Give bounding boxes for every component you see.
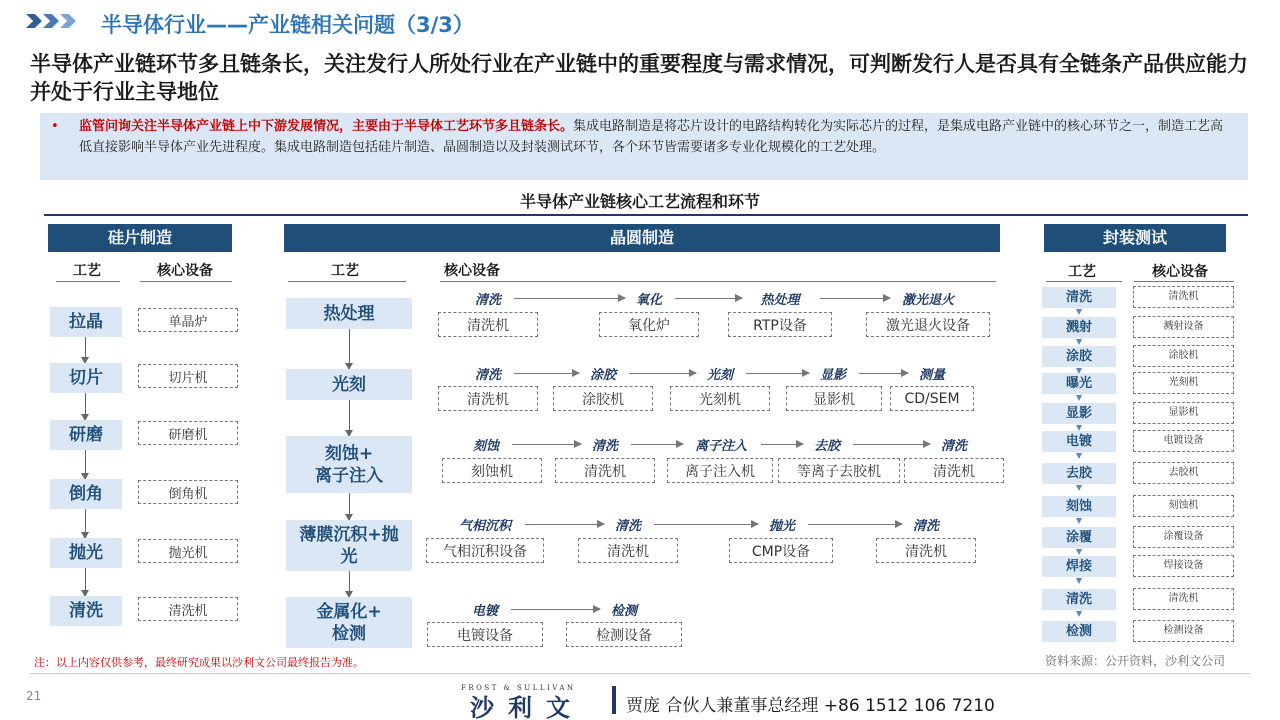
fab-equipment: 清洗机 xyxy=(555,458,655,483)
down-arrow-icon xyxy=(349,400,350,436)
wafer-col-process: 工艺 xyxy=(73,263,101,279)
page-number: 21 xyxy=(26,689,42,703)
fab-step-label: 清洗 xyxy=(474,368,501,383)
fab-equipment: 检测设备 xyxy=(566,622,682,647)
divider xyxy=(288,281,406,282)
down-arrow-icon xyxy=(1076,453,1082,459)
fab-equipment: 清洗机 xyxy=(438,312,538,337)
down-arrow-icon xyxy=(1076,309,1082,315)
fab-step-label: 激光退火 xyxy=(901,293,954,308)
wafer-col-equipment: 核心设备 xyxy=(157,263,213,279)
fab-process: 热处理 xyxy=(286,298,412,329)
down-arrow-icon xyxy=(1076,549,1082,555)
fab-step-label: 显影 xyxy=(819,368,846,383)
fab-process: 光刻 xyxy=(286,369,412,400)
package-equipment: 清洗机 xyxy=(1133,588,1234,610)
wafer-process: 拉晶 xyxy=(50,307,122,337)
package-process: 曝光 xyxy=(1042,373,1116,394)
bullet-box xyxy=(40,113,1248,180)
fab-equipment: 离子注入机 xyxy=(667,458,773,483)
down-arrow-icon xyxy=(349,493,350,520)
fab-equipment: 清洗机 xyxy=(876,538,976,563)
fab-process: 刻蚀+ 离子注入 xyxy=(286,436,412,493)
wafer-process: 倒角 xyxy=(50,479,122,509)
fab-equipment: 涂胶机 xyxy=(553,386,653,411)
fab-step-label: 去胶 xyxy=(813,439,840,454)
diagram-title: 半导体产业链核心工艺流程和环节 xyxy=(519,192,760,211)
fab-equipment: 清洗机 xyxy=(578,538,678,563)
package-equipment: 涂覆设备 xyxy=(1133,526,1234,548)
fab-col-process: 工艺 xyxy=(331,263,359,279)
fab-col-equipment: 核心设备 xyxy=(444,263,500,279)
company-logo: 沙利文 xyxy=(470,694,584,720)
pkg-col-process: 工艺 xyxy=(1068,264,1096,280)
package-process: 检测 xyxy=(1042,621,1116,642)
fab-equipment: 激光退火设备 xyxy=(866,312,990,337)
fab-step-label: 离子注入 xyxy=(694,439,747,454)
fab-step-label: 光刻 xyxy=(706,368,733,383)
divider xyxy=(440,281,996,282)
pkg-col-equipment: 核心设备 xyxy=(1152,264,1208,280)
down-arrow-icon xyxy=(1076,611,1082,617)
fab-equipment: 刻蚀机 xyxy=(442,458,542,483)
fab-step-label: 电镀 xyxy=(471,604,498,619)
fab-step-label: 抛光 xyxy=(768,519,795,534)
fab-step-label: 测量 xyxy=(918,368,945,383)
contact-info: 贾庞 合伙人兼董事总经理 +86 1512 106 7210 xyxy=(626,696,995,716)
fab-step-label: 刻蚀 xyxy=(472,439,499,454)
down-arrow-icon xyxy=(85,393,86,420)
divider xyxy=(30,673,1250,674)
wafer-equipment: 单晶炉 xyxy=(138,308,238,332)
down-arrow-icon xyxy=(1076,339,1082,345)
fab-equipment: 等离子去胶机 xyxy=(778,458,900,483)
wafer-process: 清洗 xyxy=(50,596,122,626)
fab-equipment: 氧化炉 xyxy=(599,312,699,337)
wafer-process: 抛光 xyxy=(50,538,122,568)
divider xyxy=(1046,281,1122,282)
fab-step-label: 热处理 xyxy=(760,293,800,308)
package-equipment: 光刻机 xyxy=(1133,372,1234,394)
chevron-icon xyxy=(26,14,76,28)
section-header-package: 封装测试 xyxy=(1044,224,1226,252)
fab-equipment: 光刻机 xyxy=(670,386,770,411)
down-arrow-icon xyxy=(1076,518,1082,524)
fab-equipment: 显影机 xyxy=(786,386,882,411)
down-arrow-icon xyxy=(85,337,86,363)
package-process: 涂覆 xyxy=(1042,527,1116,548)
package-process: 电镀 xyxy=(1042,431,1116,452)
bullet-highlight: 监管问询关注半导体产业链上中下游发展情况，主要由于半导体工艺环节多且链条长。 xyxy=(79,119,574,134)
package-process: 去胶 xyxy=(1042,463,1116,484)
fab-process: 金属化+ 检测 xyxy=(286,597,412,648)
package-equipment: 溅射设备 xyxy=(1133,316,1234,338)
down-arrow-icon xyxy=(349,329,350,369)
fab-step-label: 气相沉积 xyxy=(458,519,511,534)
fab-step-label: 清洗 xyxy=(614,519,641,534)
package-process: 显影 xyxy=(1042,403,1116,424)
disclaimer-note: 注：以上内容仅供参考，最终研究成果以沙利文公司最终报告为准。 xyxy=(34,656,364,669)
package-equipment: 检测设备 xyxy=(1133,620,1234,642)
headline: 半导体产业链环节多且链条长，关注发行人所处行业在产业链中的重要程度与需求情况，可判断发行人是否具有全链条产品供应能力并处于行业主导地位 xyxy=(30,52,1248,104)
source-note: 资料来源：公开资料，沙利文公司 xyxy=(1045,654,1226,668)
package-process: 清洗 xyxy=(1042,287,1116,308)
fab-equipment: CD/SEM xyxy=(890,386,974,411)
fab-process: 薄膜沉积+抛 光 xyxy=(286,520,412,571)
section-header-wafer: 硅片制造 xyxy=(48,224,232,252)
down-arrow-icon xyxy=(1076,578,1082,584)
wafer-equipment: 研磨机 xyxy=(138,421,238,445)
divider xyxy=(44,214,1248,216)
divider xyxy=(1134,281,1234,282)
fab-step-label: 氧化 xyxy=(635,293,662,308)
down-arrow-icon xyxy=(85,568,86,596)
down-arrow-icon xyxy=(1076,485,1082,491)
bullet-dot: • xyxy=(51,119,59,134)
fab-equipment: 清洗机 xyxy=(438,386,538,411)
wafer-equipment: 倒角机 xyxy=(138,480,238,504)
fab-step-label: 涂胶 xyxy=(589,368,616,383)
fab-step-label: 清洗 xyxy=(940,439,967,454)
wafer-process: 研磨 xyxy=(50,420,122,450)
wafer-process: 切片 xyxy=(50,363,122,393)
section-header-fab: 晶圆制造 xyxy=(284,224,1000,252)
bullet-body: 集成电路制造是将芯片设计的电路结构转化为实际芯片的过程，是集成电路产业链中的核心环节之一，制造工艺高低直接影响半导体产业先进程度。集成电路制造包括硅片制造、晶圆制造以及封装测试环节，各个环节皆需要诸多专业化规模化的工艺处理。 xyxy=(79,119,1224,155)
package-equipment: 清洗机 xyxy=(1133,286,1234,308)
divider xyxy=(56,281,120,282)
fab-equipment: 电镀设备 xyxy=(427,622,543,647)
fab-step-label: 清洗 xyxy=(591,439,618,454)
wafer-equipment: 清洗机 xyxy=(138,597,238,621)
package-equipment: 去胶机 xyxy=(1133,462,1234,484)
package-process: 焊接 xyxy=(1042,556,1116,577)
fab-step-label: 检测 xyxy=(610,604,637,619)
down-arrow-icon xyxy=(85,509,86,538)
package-process: 涂胶 xyxy=(1042,346,1116,367)
fab-equipment: 气相沉积设备 xyxy=(426,538,544,563)
wafer-equipment: 切片机 xyxy=(138,364,238,388)
package-process: 清洗 xyxy=(1042,589,1116,610)
fab-step-label: 清洗 xyxy=(474,293,501,308)
wafer-equipment: 抛光机 xyxy=(138,539,238,563)
page-title: 半导体行业——产业链相关问题（3/3） xyxy=(101,13,474,37)
logo-subtitle: FROST & SULLIVAN xyxy=(461,684,576,692)
fab-step-label: 清洗 xyxy=(912,519,939,534)
package-process: 刻蚀 xyxy=(1042,496,1116,517)
fab-equipment: 清洗机 xyxy=(904,458,1004,483)
package-equipment: 电镀设备 xyxy=(1133,430,1234,452)
divider xyxy=(612,686,616,714)
package-equipment: 焊接设备 xyxy=(1133,555,1234,577)
fab-equipment: CMP设备 xyxy=(729,538,833,563)
down-arrow-icon xyxy=(1076,395,1082,401)
package-equipment: 涂胶机 xyxy=(1133,345,1234,367)
down-arrow-icon xyxy=(349,571,350,597)
divider xyxy=(140,281,232,282)
package-process: 溅射 xyxy=(1042,317,1116,338)
fab-equipment: RTP设备 xyxy=(728,312,832,337)
package-equipment: 显影机 xyxy=(1133,402,1234,424)
down-arrow-icon xyxy=(85,450,86,479)
package-equipment: 刻蚀机 xyxy=(1133,495,1234,517)
